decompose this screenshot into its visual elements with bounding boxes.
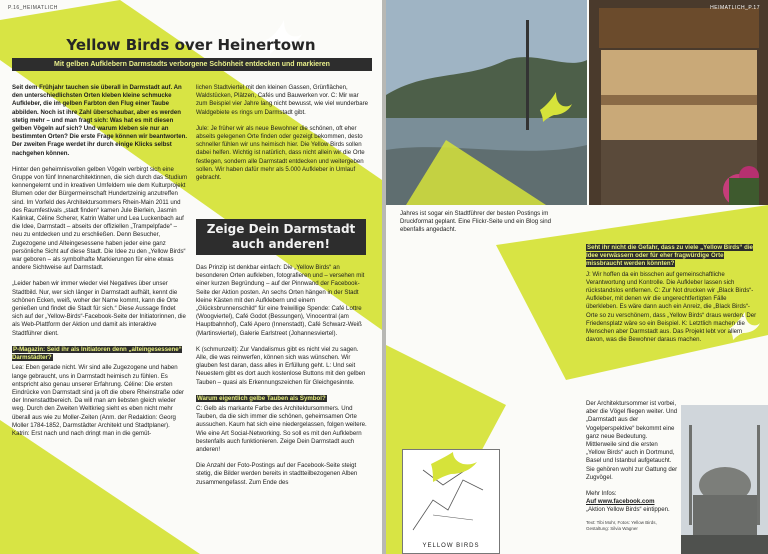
photo-shop-window — [589, 0, 768, 205]
interview-question: Seht ihr nicht die Gefahr, dass zu viele „Yellow Birds“ die Idee verwässern oder für eher fragwürdige Orte missbraucht werden könnten? — [586, 244, 753, 268]
photo-mosque — [681, 405, 768, 554]
info-instruction: „Aktion Yellow Birds“ eintippen. — [586, 506, 670, 514]
left-column-1 — [12, 84, 188, 446]
photo-credit: Text: Tibi Mohr, Fotos: Yellow Birds, Gestaltung: Silvia Wagner — [586, 520, 657, 531]
interview-answer: Lea: Eben gerade nicht. Wir sind alle Zugezogene und haben lange gebraucht, uns in Darmstadt heimisch zu fühlen. Es entspricht also genau unserer Erfahrung. Céline: Die ersten Eindrücke von Darmstadt sind ja oft die obere Rheinstraße oder der Innenstadtbereich. Da will man am liebsten gleich wieder weg. Durch den Zweiten Weltkrieg sieht es eben nicht mehr überall aus wie zu Moller-Zeiten (Anm. der Redaktion: Georg Moller 1784-1852, Darmstädter Architekt und Stadtplaner). Katrin: Erst nach und nach dringt man in die gemüt- — [12, 364, 185, 437]
body-paragraph: Die Anzahl der Foto-Postings auf der Facebook-Seite steigt stetig, die Bilder werden bereits in stadtteilbezogenen Alben zusammengefasst. Zum Ende des — [196, 462, 358, 486]
page-folio: HEIMATLICH_P.17 — [710, 5, 760, 11]
lead-paragraph: Seit dem Frühjahr tauchen sie überall in Darmstadt auf. An den unterschiedlichsten Orten kleben kleine schmucke Aufkleber, die im gelben Farbton den Flug einer Taube abbilden. Noch ist ihre Zahl überschaubar, aber es werden stetig mehr – und man fragt sich: Was hat es mit diesen gelben Vögeln auf sich? Und warum kleben sie nur an bestimmten Orten? Die erste Frage können wir beantworten. Der zweiten Frage werdet ihr durch einige Klicks selbst nachgehen können. — [12, 84, 188, 157]
info-title: Mehr Infos: — [586, 490, 617, 498]
body-paragraph: Der Architektursommer ist vorbei, aber die Vögel fliegen weiter. Und „Darmstadt aus der Vogelperspektive“ bekommt eine ganz neue Bedeutung. Mittlerweile sind die ersten „Yellow Birds“ auch in Dortmund, Basel und Istanbul aufgetaucht. Sie gehören wohl zur Gattung der Zugvögel. — [586, 400, 678, 481]
left-column-2-lower — [196, 264, 370, 495]
yellow-birds-map — [402, 449, 500, 554]
body-paragraph: Das Prinzip ist denkbar einfach: Die „Yellow Birds“ an besonderen Orten aufkleben, fotografieren und – versehen mit einer kurzen Begründung – auf der Pinnwand der Facebook-Seite der Aktion posten. An sechs Orten hängen in der Stadt kleine Kästen mit den Aufklebern und einem „Glücksbrunnenschild“ für eine freiwillige Spende: Café Lottre (Woogviertel), Café Godot (Bessungen), Vinocentral (am Hauptbahnhof), Café Apero (Innenstadt), Café Schwarz-Weiß (Martinsviertel), Galerie Earlstreet (Johannesviertel). — [196, 264, 365, 337]
right-column-2 — [586, 244, 760, 352]
interview-question: Warum eigentlich gelbe Tauben als Symbol? — [197, 394, 326, 402]
page-folio: P.16_HEIMATLICH — [8, 5, 58, 11]
right-column-1 — [400, 210, 576, 243]
callout-heading: Zeige Dein Darmstadt auch anderen! — [196, 219, 366, 255]
interview-answer: C: Gelb als markante Farbe des Architektursommers. Und Tauben, da die sich immer die schönen, geheimsamen Orte aussuchen. Kaum hat sich eine niedergelassen, folgen weitere. Wie eine Art Social-Networking. So soll es mit den Aufklebern bestenfalls auch funktionieren. Zeige Dein Darmstadt auch anderen! — [196, 405, 367, 454]
dove-icon — [536, 90, 572, 122]
body-paragraph: lichen Stadtviertel mit den kleinen Gassen, Grünflächen, Waldstücken, Plätzen, Cafés und Bauwerken vor. C: Mir war zum Beispiel vier Jahre lang nicht bewusst, wie viel wunderbare Waldgebiete es rings um Darmstadt gibt. — [196, 84, 369, 116]
article-subtitle: Mit gelben Aufklebern Darmstadts verborgene Schönheit entdecken und markieren — [12, 58, 372, 71]
interview-answer: J: Wir hoffen da ein bisschen auf gemeinschaftliche Verantwortung und Kontrolle. Die Aufkleber lassen sich rückstandslos entfernen. C: Zur Not drucken wir „Black Birds“-Aufkleber, mit denen wir die ungerechtfertigten Fälle überkleben. Es wäre dann auch ein Anreiz, die „Black Birds“-Orte so zu verschönern, dass „Yellow Birds“ draus werden. Der Friedensplatz wäre so ein Beispiel. K: Letztlich machen die Menschen aber Darmstadt aus. Das Projekt lebt vor allem davon, was die Bewohner daraus machen. — [586, 270, 757, 344]
body-paragraph: „Leider haben wir immer wieder viel Negatives über unser Stadtbild. Nur, wer sich länger in Darmstadt aufhält, kennt die schönen Ecken, weiß, woher der Name kommt, kann die Orte genießen und findet die Stadt für sich.“ Diese Aussage findet sich auf der „Yellow-Birds“-Facebook-Seite der Initiatorinnen, die als Web-Plattform der Aktion und damit als interaktive Stadtführer dient. — [12, 280, 186, 337]
body-paragraph: K (schmunzelt): Zur Vandalismus gibt es nicht viel zu sagen. Alle, die was reinwerfen, können sich was wünschen. Wir glauben fest daran, dass alles in Erfüllung geht. L: Und seit Neuestem gibt es dort auch kostenlose Buttons mit den gelben Tauben – quasi als Erkennungszeichen für Gleichgesinnte. — [196, 345, 366, 386]
shop-scene — [589, 0, 768, 205]
interview-question: P-Magazin: Seid ihr als Initiatoren denn „alteingesessene“ Darmstädter? — [12, 345, 182, 362]
body-paragraph: Jahres ist sogar ein Stadtführer der besten Postings im Druckformat geplant. Eine Flickr-Seite und ein Blog sind ebenfalls angedacht. — [400, 210, 552, 234]
body-paragraph: Jule: Je früher wir als neue Bewohner die schönen, oft eher abseits gelegenen Orte finden oder gezeigt bekommen, desto schneller fühlen wir uns heimisch hier. Die Yellow Birds sollen dabei helfen. Wichtig ist natürlich, dass nicht allein wir die Orte festlegen, sondern alle Darmstadt entdecken und weitergeben sollen. Wir haben dafür mehr als 5.000 Aufkleber in Umlauf gebracht. — [196, 124, 365, 182]
map-drawing — [403, 450, 499, 538]
right-page — [386, 0, 768, 554]
map-label: YELLOW BIRDS — [422, 543, 480, 549]
body-paragraph: Hinter den geheimnisvollen gelben Vögeln verbirgt sich eine Gruppe von fünf Innenarchitektinnen, die sich durch das Studium kennengelernt und in kreativen Umfeldern wie dem Kulturprojekt Blumen oder der Bürgermeinschaft Hundertzeinig anzutreffen sind. Im Vorfeld des Architektursommers Rhein-Main 2011 und des Raumfestivals „stadt finden“ kamen Jule Bierlein, Jasmin Kalinkat, Céline Scherer, Katrin Walter und Lea Luckenbach auf die Idee, Darmstadt – abseits der offiziellen „Trampelpfade“ – neu zu entdecken und zu erschließen. Denn Besucher, Zugezogene und Alteingesessene haben jeder eine ganz persönliche Sicht auf diese Stadt. Die Idee zu den „Yellow Birds“ war geboren – als symbolhafte Markierungen für eine etwas andere Sichtweise auf Darmstadt. — [12, 165, 188, 272]
left-column-2 — [196, 84, 370, 190]
right-column-2-lower — [586, 400, 678, 523]
left-page — [0, 0, 382, 554]
facebook-link[interactable]: Auf www.facebook.com — [586, 498, 655, 506]
article-title: Yellow Birds over Heinertown — [66, 36, 316, 54]
mosque-scene — [681, 405, 768, 554]
